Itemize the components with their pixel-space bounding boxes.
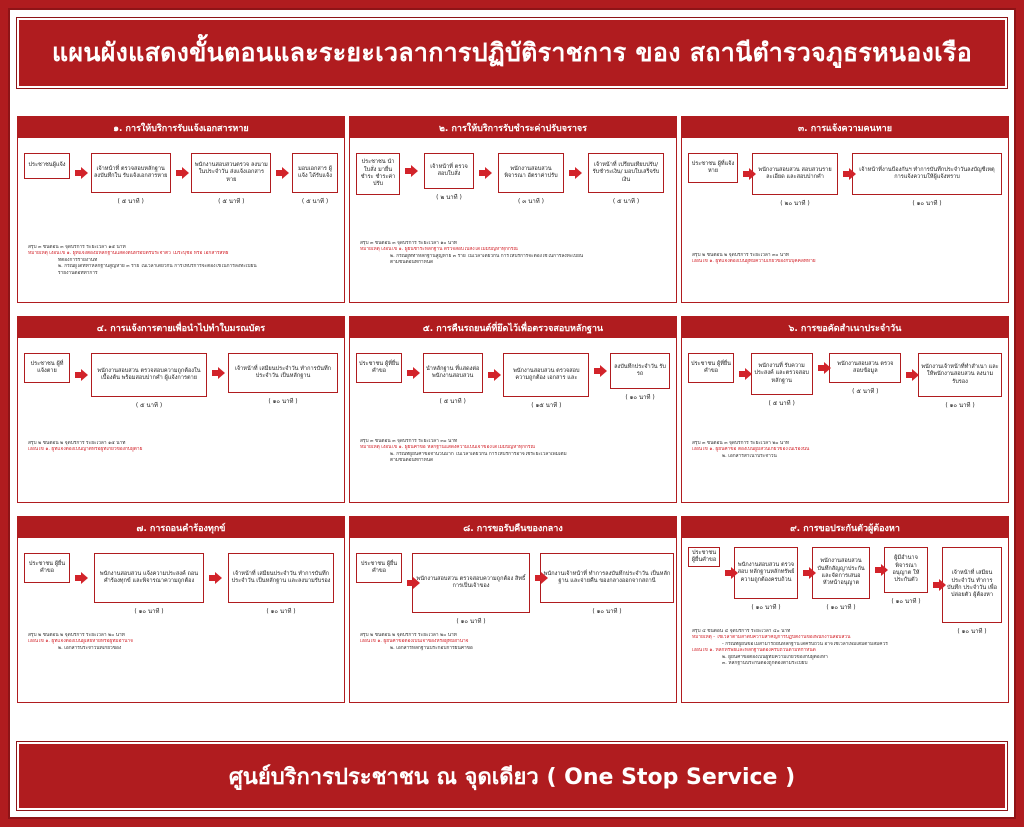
step-box: เจ้าหน้าที่ เสมียนประจำวัน ทำการบันทึกประจำวัน เป็นหลักฐาน และลงนามรับรอง xyxy=(228,553,334,603)
note-line: รายงานต่อที่ทำการ xyxy=(58,270,98,276)
note-line: หมายเหตุ เงื่อนไข ๑. ผู้ที่แจ้งต้องมีหลักฐานแสดงตนหรือบัตรประจำตัว ไม่ระบุชื่อ หรือ เอกสารสิทธิ์ xyxy=(28,251,229,257)
note-line: หมายเหตุ - ใช้เวลาตามลำดับความสำคัญการปฏิบัติงานของพนักงานสอบสวน xyxy=(692,635,851,641)
arrow-right-icon xyxy=(803,566,807,580)
note-line: เงื่อนไข ๑. ผู้ที่แจ้งต้องเป็นผู้เสียหายหรือผู้ที่มีอำนาจ xyxy=(28,639,133,645)
arrow-right-icon xyxy=(75,368,86,382)
step-box: ประชาชน ผู้ยื่นคำขอ xyxy=(356,553,402,583)
process-step xyxy=(24,553,70,586)
step-duration: ( ๑๐ นาที ) xyxy=(945,402,975,409)
arrow-right-icon xyxy=(75,571,89,585)
step-duration: ( ๑๐ นาที ) xyxy=(266,608,296,615)
arrow-right-icon xyxy=(407,366,418,380)
panel-title: ๗. การถอนคำร้องทุกข์ xyxy=(18,517,344,538)
arrow-right-icon xyxy=(569,166,583,180)
step-box: พนักงานสอบสวนตรวจ ลงนามในประจำวัน ส่งแจ้งเอกสารหาย xyxy=(191,153,271,193)
process-step xyxy=(228,553,334,616)
process-panel-7 xyxy=(17,516,345,703)
step-box: นำหลักฐาน ที่แสดงต่อ พนักงานสอบสวน xyxy=(423,353,483,393)
step-box: ลงบันทึกประจำวัน รับรถ xyxy=(610,353,670,389)
process-panel-6 xyxy=(681,316,1009,503)
step-box: เจ้าหน้าที่ ตรวจสอบใบสั่ง xyxy=(424,153,474,189)
panel-notes xyxy=(692,629,1000,667)
process-flow xyxy=(24,153,338,206)
step-duration: ( ๑๐ นาที ) xyxy=(625,394,655,401)
note-line: สรุป ๓ ขั้นตอน ๓ จุดบริการ ระยะเวลา ๑๕ นาที xyxy=(28,245,126,250)
note-line: เงื่อนไข ๑. ผู้ยื่นคำขอ ต้องเป็นผู้มีส่วนเกี่ยวข้องในเรื่องนั้น xyxy=(692,447,810,453)
step-box: พนักงานสอบสวน พิจารณา อัตราค่าปรับ xyxy=(498,153,564,193)
arrow-right-icon xyxy=(739,367,746,381)
arrow-right-icon xyxy=(725,566,729,580)
process-flow xyxy=(356,153,670,206)
panel-notes xyxy=(28,441,336,454)
panel-notes xyxy=(360,439,668,465)
step-box: ประชาชน ผู้ยื่นคำขอ xyxy=(688,547,720,567)
step-duration: ( ๕ นาที ) xyxy=(852,388,879,395)
step-duration: ( ๕ นาที ) xyxy=(439,398,466,405)
note-line: หมายเหตุ เงื่อนไข ๑. ผู้ยื่นคำขอ หลักฐานแสดงความเป็นเจ้าของได้ไม่มีปัญหาทุกกรณี xyxy=(360,445,535,451)
step-duration: ( ๕ นาที ) xyxy=(117,198,144,205)
process-step xyxy=(812,547,870,612)
note-line: ตามขั้นตอนที่กำหนด xyxy=(390,260,434,266)
step-box: เจ้าหน้าที่ เปรียบเทียบปรับ/ รับชำระเงิน/ มอบใบเสร็จรับเงิน xyxy=(588,153,664,193)
arrow-right-icon xyxy=(209,571,223,585)
panel-title: ๕. การคืนรถยนต์ที่ยึดไว้เพื่อตรวจสอบหลักฐาน xyxy=(350,317,676,338)
process-step xyxy=(588,153,664,206)
note-line: เงื่อนไข ๑. ผู้ที่แจ้งต้องเป็นญาติหรือผู้ที่เกี่ยวข้องกับผู้ตาย xyxy=(28,447,143,453)
arrow-right-icon xyxy=(906,368,913,382)
step-duration: ( ๑๐ นาที ) xyxy=(751,604,781,611)
step-box: เจ้าหน้าที่ เสมียนประจำวัน ทำการบันทึกประจำวัน เป็นหลักฐาน xyxy=(228,353,338,393)
process-step xyxy=(918,353,1002,410)
process-panel-1 xyxy=(17,116,345,303)
note-line: สรุป ๓ ขั้นตอน ๓ จุดบริการ ระยะเวลา ๒๐ นาที xyxy=(692,441,790,446)
step-box: พนักงานสอบสวน บันทึกสัญญาประกัน และจัดการเสนอ หัวหน้าอนุญาต xyxy=(812,547,870,599)
note-line: เงื่อนไข ๑. ผู้ที่แจ้งต้องเป็นผู้ที่มีความเกี่ยวข้องกับบุคคลที่หาย xyxy=(692,259,816,265)
process-step xyxy=(24,353,70,386)
arrow-right-icon xyxy=(405,164,419,178)
process-flow xyxy=(24,553,338,616)
step-box: พนักงานเจ้าหน้าที่ทำสำเนา และให้พนักงานสอบสวน ลงนามรับรอง xyxy=(918,353,1002,397)
process-flow xyxy=(688,353,1002,410)
note-line: สรุป ๒ ขั้นตอน ๒ จุดบริการ ระยะเวลา ๒๐ นาที xyxy=(28,633,125,638)
panel-notes xyxy=(360,241,668,267)
process-step xyxy=(356,153,400,198)
process-flow xyxy=(356,553,670,626)
step-duration: ( ๕ นาที ) xyxy=(612,198,640,205)
note-line: สรุป ๒ ขั้นตอน ๒ จุดบริการ ระยะเวลา ๓๐ นาที xyxy=(692,253,789,258)
footer-banner xyxy=(17,742,1007,810)
panel-notes xyxy=(28,633,336,652)
step-box: ประชาชนผู้แจ้ง xyxy=(24,153,70,179)
process-step xyxy=(688,153,738,186)
step-duration: ( ๑๐ นาที ) xyxy=(134,608,164,615)
step-box: พนักงานสอบสวน ตรวจสอบความถูกต้องในเบื้องต้น พร้อมสอบปากคำ ผู้แจ้งการตาย xyxy=(91,353,207,397)
arrow-right-icon xyxy=(276,166,287,180)
step-duration: ( ๕ นาที ) xyxy=(301,198,329,205)
arrow-right-icon xyxy=(875,563,879,577)
step-box: มอบเอกสาร ผู้แจ้ง ได้รับแจ้ง xyxy=(292,153,338,193)
process-step xyxy=(94,553,204,616)
arrow-right-icon xyxy=(818,361,825,375)
note-line: สรุป ๒ ขั้นตอน ๒ จุดบริการ ระยะเวลา ๑๕ นาที xyxy=(28,441,126,446)
arrow-right-icon xyxy=(743,167,747,181)
note-line: ๒. กรณีที่ผู้ยื่นคำขอจำนวนมาก ในเวลาเดียวกัน การให้บริการอาจใช้ระยะเวลาเพิ่มเติม xyxy=(390,451,567,457)
panel-title: ๖. การขอคัดสำเนาประจำวัน xyxy=(682,317,1008,338)
process-step xyxy=(610,353,670,402)
process-step xyxy=(752,153,838,208)
step-box: เจ้าหน้าที่ เสมียนประจำวัน ทำการบันทึก ประจำวัน เพื่อปล่อยตัว ผู้ต้องหา xyxy=(942,547,1002,623)
process-flow xyxy=(356,353,670,410)
process-step xyxy=(688,353,734,386)
note-line: ๒. เอกสารหลักฐานประกอบการยื่นคำขอ xyxy=(390,645,473,651)
footer-text: ศูนย์บริการประชาชน ณ จุดเดียว ( One Stop Service ) xyxy=(228,764,796,790)
process-step xyxy=(423,353,483,406)
process-step xyxy=(540,553,674,616)
process-step xyxy=(498,153,564,206)
step-box: ประชาชน ผู้ที่แจ้งหาย xyxy=(688,153,738,183)
process-panel-3 xyxy=(681,116,1009,303)
process-panel-2 xyxy=(349,116,677,303)
step-duration: ( ๑๐ นาที ) xyxy=(456,618,486,625)
panel-title: ๘. การขอรับคืนของกลาง xyxy=(350,517,676,538)
step-box: เจ้าหน้าที่ ตรวจสอบหลักฐาน ลงบันทึกใน รับแจ้งเอกสารหาย xyxy=(91,153,171,193)
process-step xyxy=(91,353,207,410)
process-step xyxy=(191,153,271,206)
note-line: - กรณีที่ผู้ยื่นขอไม่สามารถยื่นหลักฐานได้ครบถ้วน อาจใช้เวลาเพิ่มเติมตามสมควร xyxy=(722,641,888,647)
note-line: สรุป ๓ ขั้นตอน ๓ จุดบริการ ระยะเวลา ๑๐ นาที xyxy=(360,241,457,246)
step-duration: ( ๒๐ นาที ) xyxy=(780,200,810,207)
note-line: ๒. กรณีผู้ที่ทำหลักฐานสูญหาย ๓ ราย ในเวลาเดียวกัน การให้บริการจะต้องใช้ในการลงทะเบียน xyxy=(390,253,584,259)
process-step xyxy=(424,153,474,202)
note-line: สรุป ๓ ขั้นตอน ๓ จุดบริการ ระยะเวลา ๓๐ นาที xyxy=(360,439,458,444)
process-step xyxy=(884,547,928,606)
process-step xyxy=(734,547,798,612)
panel-notes xyxy=(692,253,1000,266)
step-box: พนักงานสอบสวน ตรวจสอบความถูกต้อง เอกสาร และ xyxy=(503,353,589,397)
step-duration: ( ๕ นาที ) xyxy=(768,400,795,407)
step-box: เจ้าหน้าที่งานป้องกันฯ ทำการบันทึกประจำวันลงบัญชีเหตุ การแจ้งความให้ผู้แจ้งทราบ xyxy=(852,153,1002,195)
process-panel-9 xyxy=(681,516,1009,703)
process-step xyxy=(356,553,402,586)
panel-title: ๓. การแจ้งความคนหาย xyxy=(682,117,1008,138)
step-box: ประชาชน ผู้ยื่นคำขอ xyxy=(24,553,70,583)
process-step xyxy=(503,353,589,410)
note-line: ๒. ผู้ยื่นคำขอต้องเป็นผู้ที่มีความเกี่ยวข้องกับผู้ต้องหา xyxy=(722,654,828,660)
step-duration: ( ๑๐ นาที ) xyxy=(826,604,856,611)
step-duration: ( ๑๕ นาที ) xyxy=(531,402,562,409)
step-duration: ( ๑๐ นาที ) xyxy=(912,200,942,207)
panel-title: ๙. การขอประกันตัวผู้ต้องหา xyxy=(682,517,1008,538)
panel-title: ๒. การให้บริการรับชำระค่าปรับจราจร xyxy=(350,117,676,138)
step-box: พนักงานสอบสวน สอบสวนรายละเอียด และสอบปากคำ xyxy=(752,153,838,195)
step-box: ประชาชน ผู้ที่ยื่นคำขอ xyxy=(688,353,734,383)
process-step xyxy=(751,353,813,408)
step-box: ประชาชน ผู้ที่แจ้งตาย xyxy=(24,353,70,383)
step-duration: ( ๕ นาที ) xyxy=(218,198,245,205)
step-box: ผู้มีอำนาจ พิจารณา อนุญาต ให้ประกันตัว xyxy=(884,547,928,593)
process-step xyxy=(91,153,171,206)
arrow-right-icon xyxy=(594,364,605,378)
step-box: ประชาชน ผู้ที่ยื่นคำขอ xyxy=(356,353,402,383)
step-duration: ( ๑๐ นาที ) xyxy=(268,398,298,405)
process-panel-5 xyxy=(349,316,677,503)
step-box: พนักงานสอบสวน ตรวจสอบ หลักฐานหลักทรัพย์ ความถูกต้องครบถ้วน xyxy=(734,547,798,599)
step-box: พนักงานสอบสวน ตรวจสอบความถูกต้อง สิทธิ์การเป็นเจ้าของ xyxy=(412,553,530,613)
process-panel-8 xyxy=(349,516,677,703)
note-line: เงื่อนไข ๑. ผู้ยื่นคำขอต้องเป็นเจ้าของหรือผู้ที่มีอำนาจ xyxy=(360,639,469,645)
note-line: ๓. หลักฐานประกันต้องถูกต้องตามระเบียบ xyxy=(722,661,808,667)
note-line: ที่ต้องการรายงานที่ xyxy=(58,257,98,263)
page-title-text: แผนผังแสดงขั้นตอนและระยะเวลาการปฏิบัติราชการ ของ สถานีตำรวจภูธรหนองเรือ xyxy=(51,38,973,67)
note-line: สรุป ๒ ขั้นตอน ๒ จุดบริการ ระยะเวลา ๒๐ นาที xyxy=(360,633,457,638)
note-line: ๒. กรณีผู้ใดที่ทำหลักฐานสูญหาย ๓ ราย ในเวลาเดียวกัน การให้บริการจะต้องใช้ในการลงทะเบียน xyxy=(58,264,257,270)
step-duration: ( ๓ นาที ) xyxy=(518,198,544,205)
arrow-right-icon xyxy=(488,368,499,382)
process-step xyxy=(24,153,70,182)
page-title xyxy=(17,18,1007,88)
arrow-right-icon xyxy=(176,166,187,180)
note-line: ตามขั้นตอนที่กำหนด xyxy=(390,458,434,464)
process-step xyxy=(829,353,901,396)
process-flow xyxy=(688,547,1002,636)
step-duration: ( ๕ นาที ) xyxy=(135,402,163,409)
process-flow xyxy=(688,153,1002,208)
panel-notes xyxy=(692,441,1000,460)
note-line: หมายเหตุ เงื่อนไข ๑. ผู้ยื่นชำระหลักฐาน ตรวจสอบใบสั่งได้ไม่มีปัญหาทุกกรณี xyxy=(360,247,518,253)
step-box: พนักงานเจ้าหน้าที่ ทำการลงบันทึกประจำวัน เป็นหลักฐาน และจ่ายคืน ของกลางออกจากสถานี xyxy=(540,553,674,603)
process-step xyxy=(356,353,402,386)
arrow-right-icon xyxy=(843,167,847,181)
panel-notes xyxy=(28,245,336,277)
arrow-right-icon xyxy=(75,166,86,180)
note-line: สรุป ๔ ขั้นตอน ๔ จุดบริการ ระยะเวลา ๔๐ นาที xyxy=(692,629,791,634)
step-duration: ( ๑๐ นาที ) xyxy=(592,608,622,615)
step-duration: ( ๑๐ นาที ) xyxy=(957,628,987,635)
arrow-right-icon xyxy=(212,366,223,380)
process-step xyxy=(688,547,720,570)
step-duration: ( ๑๐ นาที ) xyxy=(891,598,921,605)
step-box: พนักงานสอบสวน แจ้งความประสงค์ ถอนคำร้องทุกข์ และพิจารณาความถูกต้อง xyxy=(94,553,204,603)
note-line: ๒. เอกสารสำเนาประจำวัน xyxy=(722,453,777,459)
note-line: ๒. เอกสารประจำวันที่เกี่ยวข้อง xyxy=(58,645,122,651)
step-duration: ( ๒ นาที ) xyxy=(436,194,462,201)
process-flow xyxy=(24,353,338,410)
step-box: พนักงานสอบสวน ตรวจสอบข้อมูล xyxy=(829,353,901,383)
note-line: เงื่อนไข ๑. หลักทรัพย์และหลักฐานต้องครบถ้วนตามที่กำหนด xyxy=(692,648,816,654)
panel-notes xyxy=(360,633,668,652)
process-panel-4 xyxy=(17,316,345,503)
panel-title: ๔. การแจ้งการตายเพื่อนำไปทำใบมรณบัตร xyxy=(18,317,344,338)
step-box: ประชาชน นำใบสั่ง มายื่นชำระ ชำระค่าปรับ xyxy=(356,153,400,195)
process-step xyxy=(228,353,338,406)
process-step xyxy=(412,553,530,626)
process-step xyxy=(852,153,1002,208)
process-step xyxy=(292,153,338,206)
step-box: พนักงานที่ รับความประสงค์ และตรวจสอบหลักฐาน xyxy=(751,353,813,395)
arrow-right-icon xyxy=(933,578,937,592)
panel-title: ๑. การให้บริการรับแจ้งเอกสารหาย xyxy=(18,117,344,138)
arrow-right-icon xyxy=(479,166,493,180)
process-step xyxy=(942,547,1002,636)
